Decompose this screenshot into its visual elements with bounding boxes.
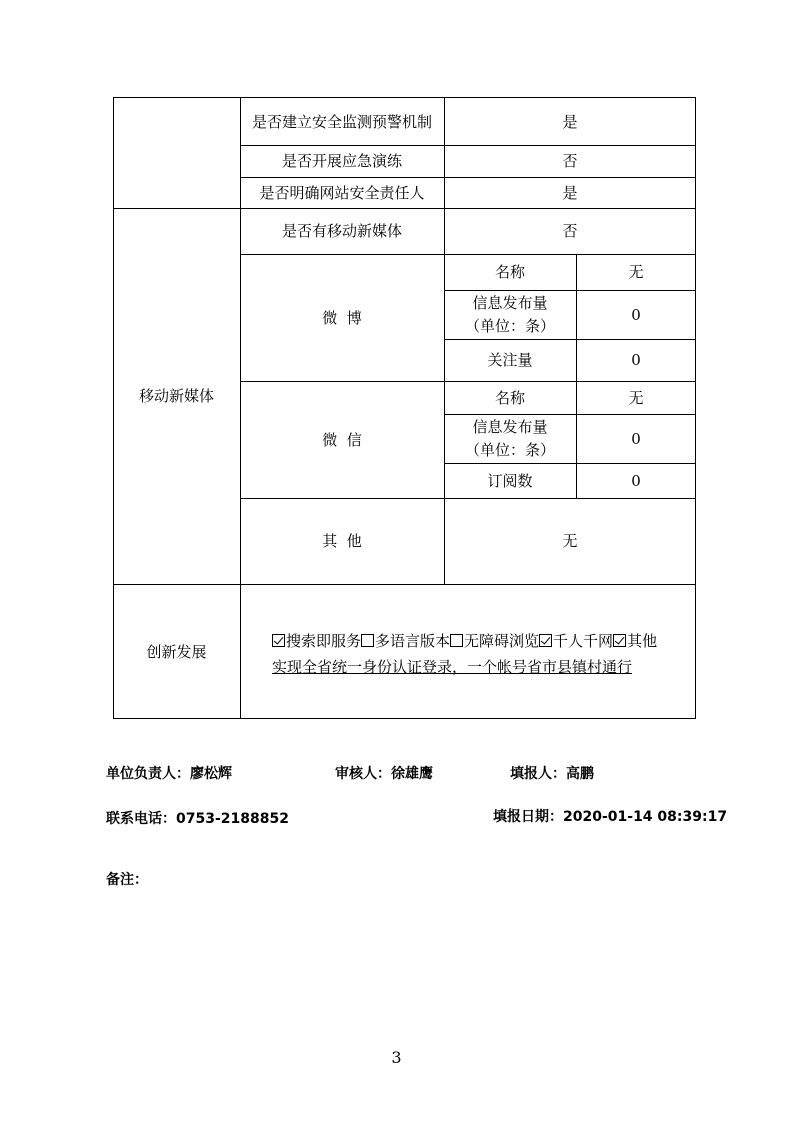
remarks-label: 备注： (106, 872, 148, 888)
weibo-followers-label: 关注量 (487, 351, 533, 369)
wechat-posts-value: 0 (631, 429, 641, 448)
innovation-section-label: 创新发展 (146, 642, 207, 661)
innovation-other-description: 实现全省统一身份认证登录，一个帐号省市县镇村通行 (272, 658, 633, 676)
checkbox-checked-icon (272, 634, 285, 647)
checkbox-unchecked-icon (450, 634, 463, 647)
wechat-subscribers-label: 订阅数 (487, 471, 533, 490)
innovation-option-personalized: 千人千网 (539, 632, 613, 650)
wechat-name-label: 名称 (494, 388, 525, 407)
fill-date: 填报日期：2020-01-14 08:39:17 (493, 809, 728, 825)
wechat-subscribers-value: 0 (631, 471, 641, 490)
checkbox-checked-icon (539, 634, 552, 647)
innovation-options (272, 628, 692, 680)
security-owner-label: 是否明确网站安全责任人 (259, 183, 425, 202)
weibo-name-label: 名称 (494, 263, 525, 281)
checkbox-checked-icon (613, 634, 626, 647)
unit-head: 单位负责人：廖松辉 (106, 766, 232, 782)
new-media-section-label: 移动新媒体 (138, 387, 214, 405)
weibo-name-value: 无 (628, 263, 644, 281)
wechat-label: 微 信 (322, 430, 362, 449)
has-new-media-label: 是否有移动新媒体 (281, 222, 402, 240)
innovation-option-multilanguage: 多语言版本 (361, 632, 450, 650)
weibo-posts-label: 信息发布量（单位：条） (464, 293, 555, 335)
checkbox-unchecked-icon (361, 634, 374, 647)
wechat-posts-label: 信息发布量（单位：条） (464, 417, 555, 459)
emergency-drill-value: 否 (562, 152, 578, 170)
filler: 填报人：高鹏 (510, 766, 594, 782)
weibo-followers-value: 0 (631, 351, 641, 369)
other-media-label: 其 他 (322, 532, 362, 550)
innovation-option-search: 搜索即服务 (272, 632, 361, 650)
innovation-option-accessibility: 无障碍浏览 (450, 632, 539, 650)
has-new-media-value: 否 (562, 222, 578, 240)
emergency-drill-label: 是否开展应急演练 (281, 152, 402, 170)
other-media-value: 无 (562, 532, 578, 550)
page-number: 3 (391, 1048, 402, 1067)
security-monitoring-label: 是否建立安全监测预警机制 (251, 112, 432, 131)
weibo-label: 微 博 (322, 308, 362, 327)
wechat-name-value: 无 (628, 388, 644, 407)
reviewer: 审核人：徐雄鹰 (335, 766, 433, 782)
contact-phone: 联系电话：0753-2188852 (106, 811, 289, 827)
security-monitoring-value: 是 (562, 112, 578, 131)
innovation-option-other: 其他 (613, 632, 657, 650)
security-owner-value: 是 (562, 183, 578, 202)
weibo-posts-value: 0 (631, 305, 641, 324)
